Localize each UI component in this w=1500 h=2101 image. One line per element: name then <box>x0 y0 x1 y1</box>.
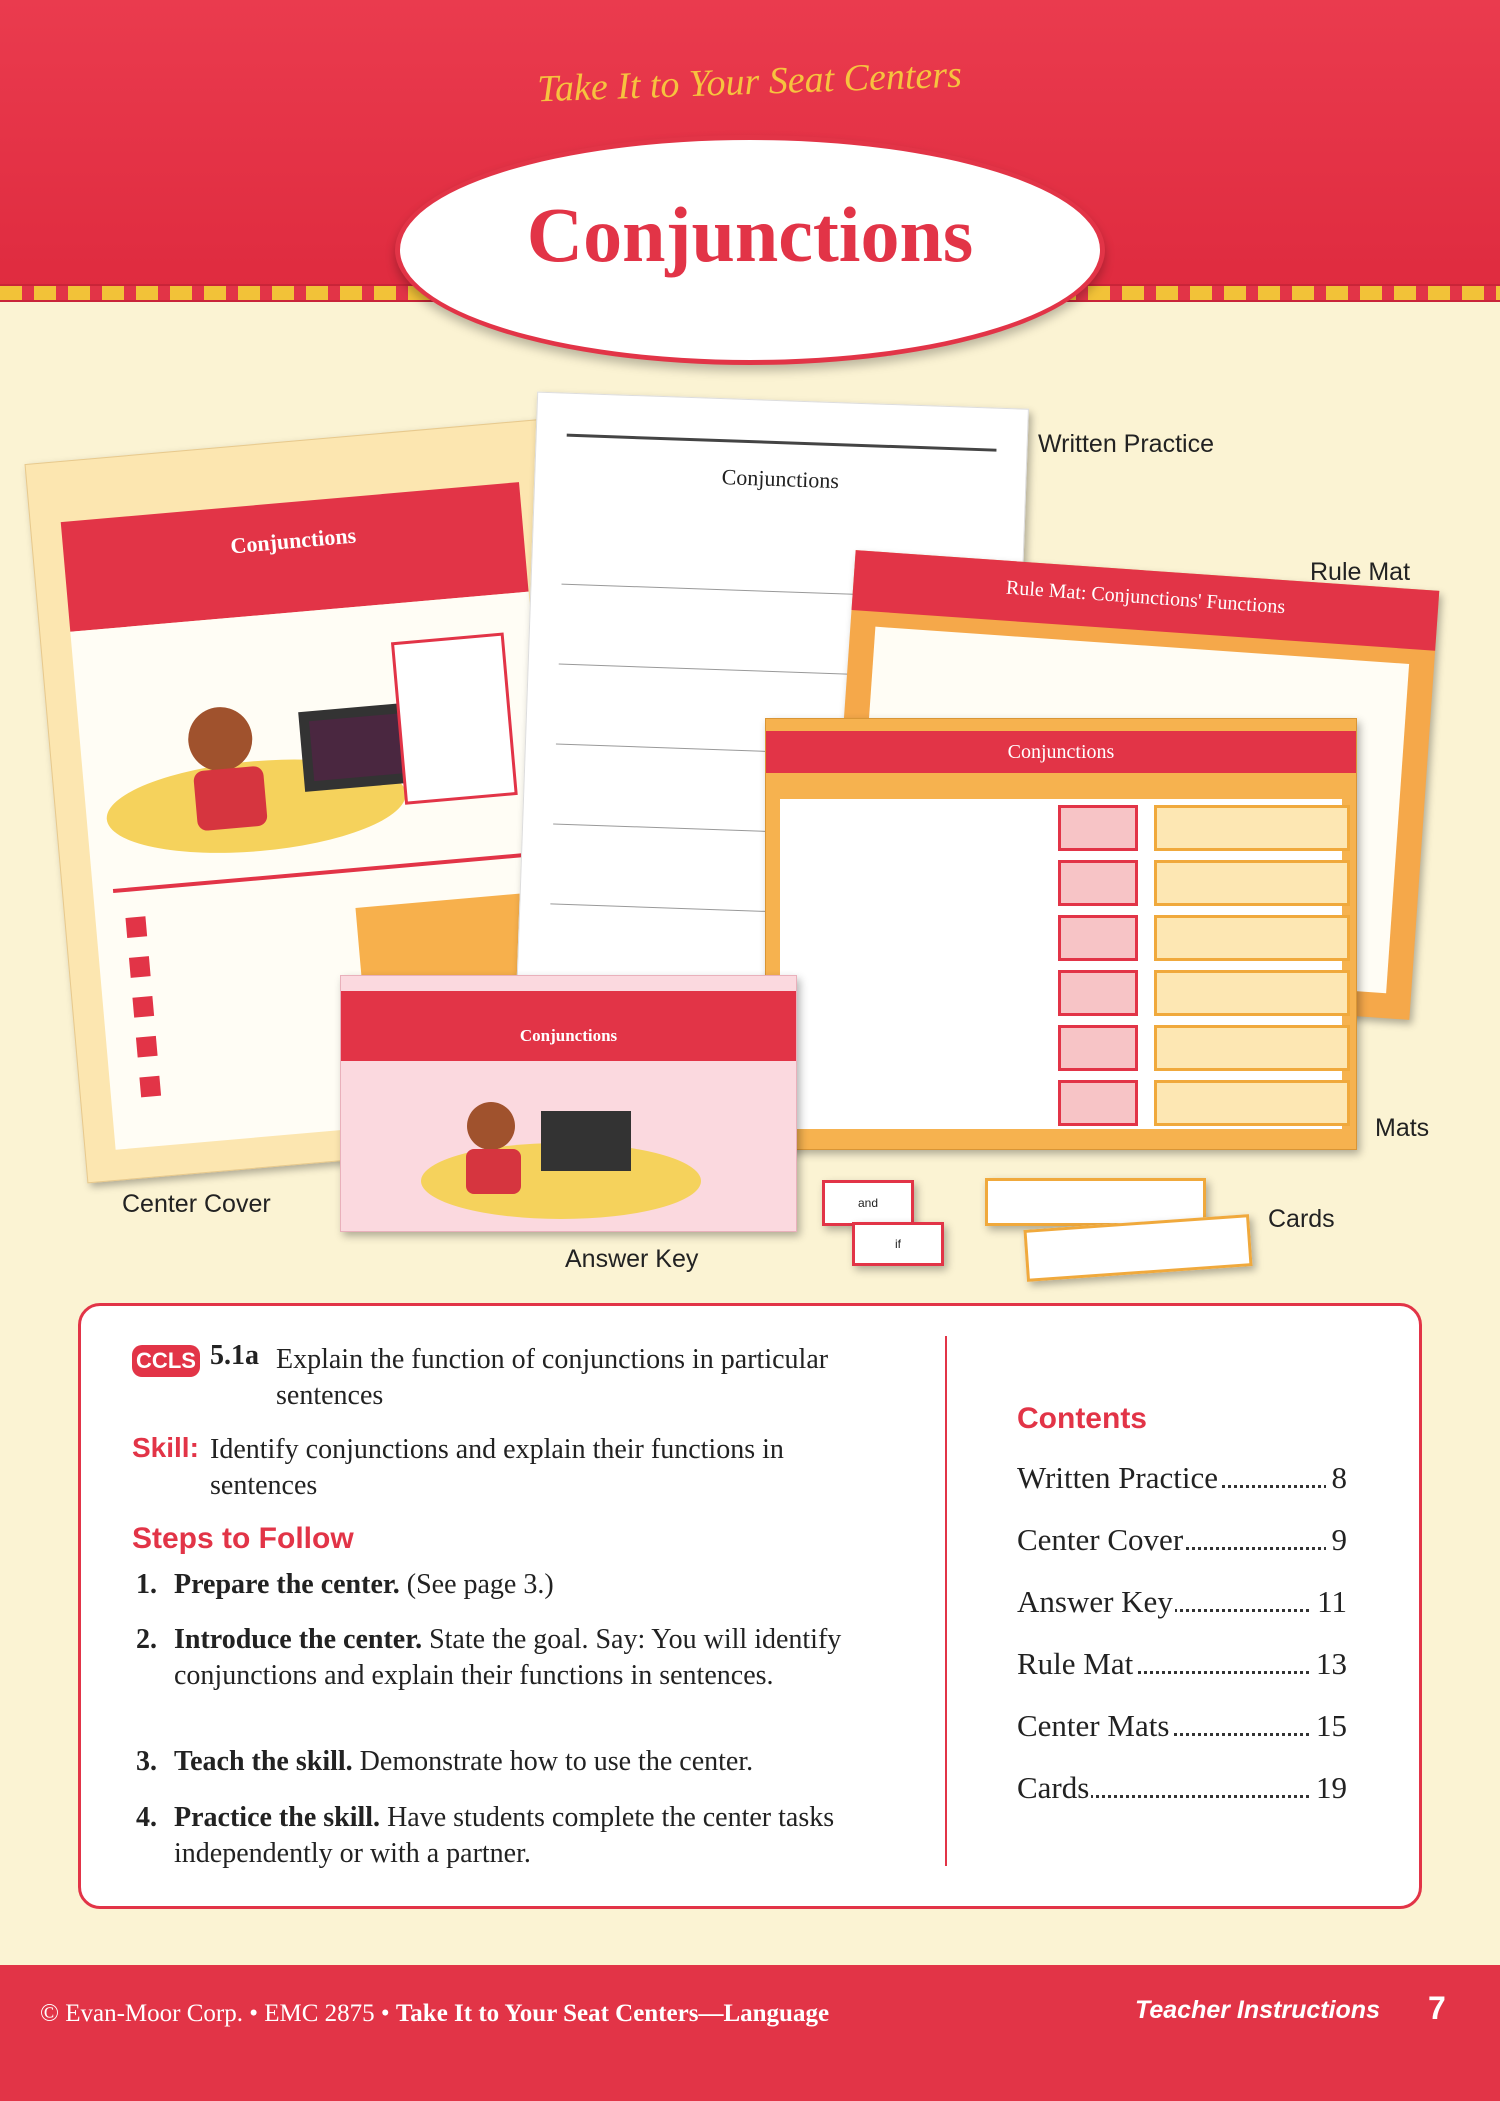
step-item: 1. Prepare the center. (See page 3.) <box>136 1569 554 1600</box>
page-title: Conjunctions <box>526 191 974 278</box>
answer-key-illustration <box>341 1071 796 1221</box>
mat-row <box>800 860 1320 900</box>
mat-row <box>800 970 1320 1010</box>
worksheet-title: Conjunctions <box>721 464 840 494</box>
skill-text: Identify conjunctions and explain their functions in sentences <box>210 1434 784 1501</box>
label-answer-key: Answer Key <box>565 1245 699 1273</box>
rule-mat-title: Rule Mat: Conjunctions' Functions <box>1005 576 1286 619</box>
steps-heading: Steps to Follow <box>132 1522 354 1555</box>
footer-credit: © Evan-Moor Corp. • EMC 2875 • Take It to Your Seat Centers—Language <box>40 2000 830 2027</box>
footer-band <box>0 1965 1500 2101</box>
standard-text: Explain the function of conjunctions in particular sentences <box>276 1344 829 1411</box>
contents-heading: Contents <box>1017 1402 1147 1435</box>
mat-title: Conjunctions <box>766 731 1356 773</box>
toc-item: Center Cover 9 <box>1017 1522 1347 1557</box>
label-center-cover: Center Cover <box>122 1190 271 1218</box>
card-and: and <box>822 1180 914 1226</box>
answer-key-image <box>340 975 797 1232</box>
worksheet-rule <box>567 434 997 452</box>
standard-code: 5.1a <box>210 1340 259 1371</box>
step-item: 2. Introduce the center. State the goal. Say: You will identify conjunctions and explain their functions in sentences. <box>136 1624 842 1691</box>
step-item: 4. Practice the skill. Have students complete the center tasks independently or with a partner. <box>136 1802 835 1869</box>
skill-label: Skill: <box>132 1432 199 1463</box>
toc-item: Answer Key 11 <box>1017 1584 1347 1619</box>
card-if: if <box>852 1222 944 1266</box>
mat-row <box>800 915 1320 955</box>
toc-item: Center Mats 15 <box>1017 1708 1347 1743</box>
label-mats: Mats <box>1375 1114 1430 1142</box>
toc-item: Rule Mat 13 <box>1017 1646 1347 1681</box>
label-cards: Cards <box>1268 1205 1335 1233</box>
answer-key-header <box>341 991 796 1061</box>
label-rule-mat: Rule Mat <box>1310 558 1411 586</box>
toc-item: Cards 19 <box>1017 1770 1347 1805</box>
mat-image <box>765 718 1357 1150</box>
label-written-practice: Written Practice <box>1038 430 1214 458</box>
mat-row <box>800 805 1320 845</box>
mat-body <box>780 799 1342 1129</box>
footer-section: Teacher Instructions <box>1135 1996 1380 2024</box>
mat-row <box>800 1025 1320 1065</box>
step-item: 3. Teach the skill. Demonstrate how to use the center. <box>136 1746 754 1777</box>
series-title: Take It to Your Seat Centers <box>536 53 963 111</box>
cover-title: Conjunctions <box>229 522 358 559</box>
page-number: 7 <box>1428 1990 1446 2026</box>
answer-key-title: Conjunctions <box>519 1026 618 1045</box>
ccls-badge: CCLS <box>132 1345 200 1377</box>
mat-row <box>800 1080 1320 1120</box>
column-divider <box>945 1336 947 1866</box>
toc-item: Written Practice 8 <box>1017 1460 1347 1495</box>
